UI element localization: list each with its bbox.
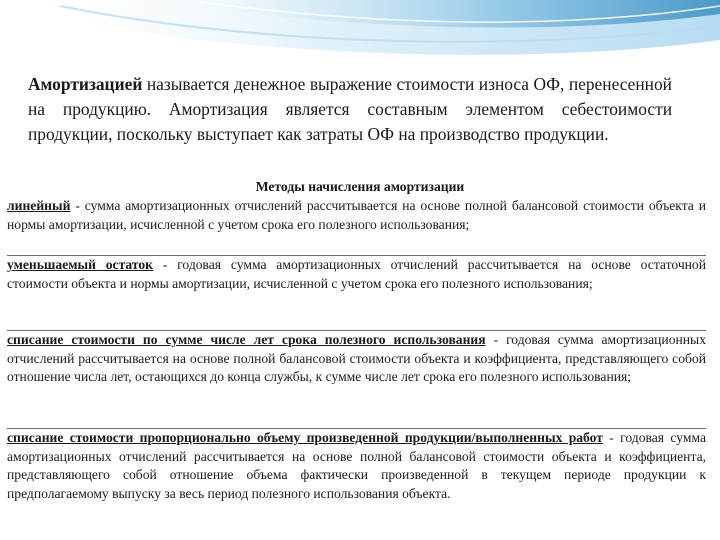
method-sum-of-years xyxy=(7,330,706,387)
decorative-header-swoosh xyxy=(0,0,720,70)
methods-heading: Методы начисления амортизации xyxy=(255,179,465,194)
intro-paragraph xyxy=(28,72,672,147)
method-linear xyxy=(7,197,706,234)
intro-text: называется денежное выражение стоимости износа ОФ, перенесенной на продукцию. Амортизация является составным элементом себестоимости продукции, поскольку выступает как затраты ОФ на производство продукции. xyxy=(28,74,672,144)
method-term: списание стоимости пропорционально объему произведенной продукции/выполненных работ xyxy=(7,430,603,445)
method-term: линейный xyxy=(7,198,71,213)
method-units-of-production xyxy=(7,428,706,503)
method-description: - годовая сумма амортизационных отчислений рассчитывается на основе полной балансовой стоимости объекта и коэффициента, представляющего собой отношение объема фактически произведенной в текущем периоде продукции к предполагаемому выпуску за весь период полезного использования объекта. xyxy=(7,430,706,501)
intro-term: Амортизацией xyxy=(28,74,143,94)
method-term: списание стоимости по сумме числе лет срока полезного использования xyxy=(7,332,486,347)
method-description: - годовая сумма амортизационных отчислений рассчитывается на основе остаточной стоимости объекта и нормы амортизации, исчисленной с учетом срока его полезного использования; xyxy=(7,257,706,291)
method-declining-balance xyxy=(7,255,706,293)
method-term: уменьшаемый остаток xyxy=(7,257,154,272)
method-description: - сумма амортизационных отчислений рассчитывается на основе полной балансовой стоимости объекта и нормы амортизации, исчисленной с учетом срока его полезного использования; xyxy=(7,198,706,232)
method-description: - годовая сумма амортизационных отчислений рассчитывается на основе полной балансовой стоимости объекта и коэффициента, представляющего собой отношение числа лет, остающихся до конца службы, к сумме числе лет срока его полезного использования; xyxy=(7,332,706,385)
